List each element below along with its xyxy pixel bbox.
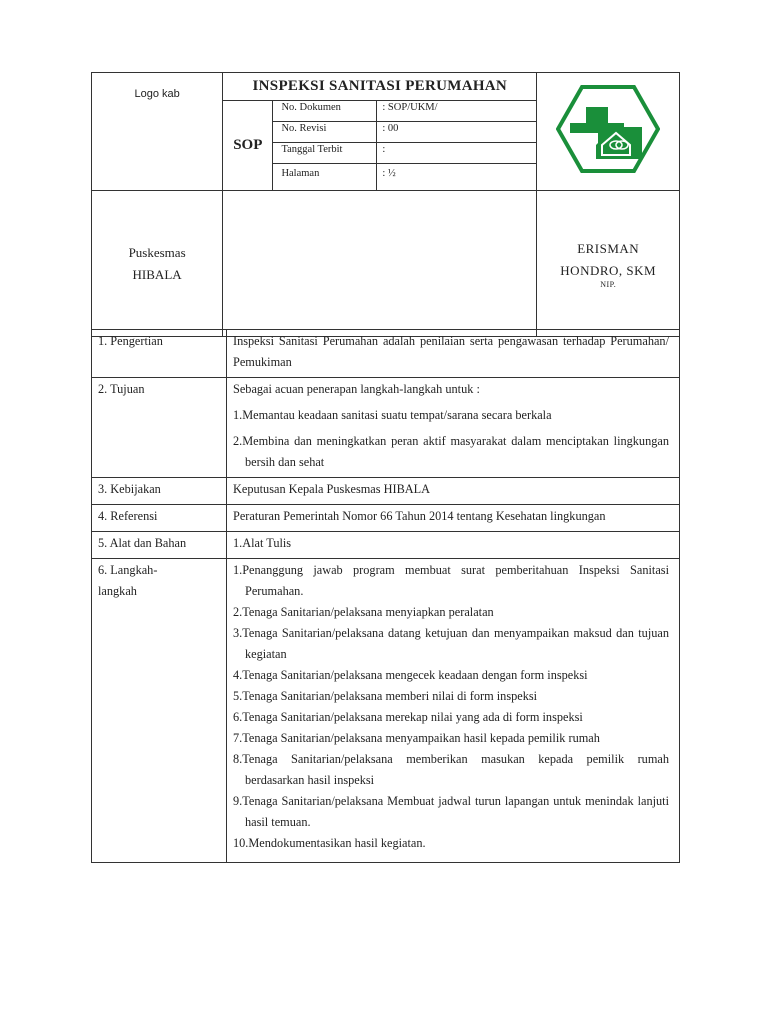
langkah-item: 6.Tenaga Sanitarian/pelaksana merekap nilai yang ada di form inspeksi <box>233 710 583 724</box>
puskesmas-name: HIBALA <box>132 266 182 282</box>
content-tujuan <box>227 378 680 478</box>
label-kebijakan: 3. Kebijakan <box>92 478 227 505</box>
content-alat-bahan <box>227 532 680 559</box>
signature-area <box>223 191 537 337</box>
sop-header-table <box>91 72 680 337</box>
kepala-name-line1: ERISMAN <box>577 240 640 256</box>
langkah-item: 9.Tenaga Sanitarian/pelaksana Membuat jadwal turun lapangan untuk menindak lanjuti hasil temuan. <box>233 794 669 829</box>
tujuan-item: 2.Membina dan meningkatkan peran aktif masyarakat dalam menciptakan lingkungan bersih dan sehat <box>233 434 669 469</box>
kepala-name-line2: HONDRO, SKM <box>560 262 657 278</box>
referensi-text: Peraturan Pemerintah Nomor 66 Tahun 2014 tentang Kesehatan lingkungan <box>233 509 606 523</box>
meta-value-halaman: : ½ <box>377 164 537 191</box>
meta-label-halaman: Halaman <box>273 164 377 191</box>
langkah-item: 5.Tenaga Sanitarian/pelaksana memberi nilai di form inspeksi <box>233 689 538 703</box>
langkah-item: 4.Tenaga Sanitarian/pelaksana mengecek keadaan dengan form inspeksi <box>233 668 588 682</box>
meta-label-no-revisi: No. Revisi <box>273 122 377 143</box>
row-langkah <box>92 559 680 863</box>
label-langkah <box>92 559 227 863</box>
row-kebijakan <box>92 478 680 505</box>
meta-label-tanggal-terbit: Tanggal Terbit <box>273 143 377 164</box>
meta-value-no-revisi: : 00 <box>377 122 537 143</box>
langkah-item: 2.Tenaga Sanitarian/pelaksana menyiapkan peralatan <box>233 605 494 619</box>
sop-label: SOP <box>223 101 273 191</box>
kepala-cell <box>537 191 680 337</box>
langkah-item: 7.Tenaga Sanitarian/pelaksana menyampaikan hasil kepada pemilik rumah <box>233 731 600 745</box>
kepala-nip: NIP. <box>600 279 617 289</box>
meta-label-no-dokumen: No. Dokumen <box>273 101 377 122</box>
content-pengertian <box>227 330 680 378</box>
puskesmas-name-cell <box>92 191 223 337</box>
row-pengertian <box>92 330 680 378</box>
content-referensi <box>227 505 680 532</box>
pengertian-text: Inspeksi Sanitasi Perumahan adalah penilaian serta pengawasan terhadap Perumahan/ Pemukiman <box>233 334 669 369</box>
meta-value-no-dokumen: : SOP/UKM/ <box>377 101 537 122</box>
sop-body-table <box>91 329 680 863</box>
logo-kab-placeholder: Logo kab <box>134 88 180 100</box>
document-title: INSPEKSI SANITASI PERUMAHAN <box>223 73 537 101</box>
puskesmas-logo-cell <box>537 73 680 191</box>
row-alat-bahan <box>92 532 680 559</box>
row-referensi <box>92 505 680 532</box>
row-tujuan <box>92 378 680 478</box>
langkah-item: 1.Penanggung jawab program membuat surat pemberitahuan Inspeksi Sanitasi Perumahan. <box>233 563 669 598</box>
label-langkah-line2: langkah <box>98 584 137 598</box>
label-pengertian: 1. Pengertian <box>92 330 227 378</box>
label-alat-bahan: 5. Alat dan Bahan <box>92 532 227 559</box>
langkah-item: 3.Tenaga Sanitarian/pelaksana datang ketujuan dan menyampaikan maksud dan tujuan kegiatan <box>233 626 669 661</box>
alat-item: 1.Alat Tulis <box>233 536 292 550</box>
content-langkah <box>227 559 680 863</box>
kebijakan-text: Keputusan Kepala Puskesmas HIBALA <box>233 482 431 496</box>
puskesmas-logo-icon <box>556 83 660 175</box>
meta-value-tanggal-terbit: : <box>377 143 537 164</box>
label-langkah-line1: 6. Langkah- <box>98 563 158 577</box>
langkah-item: 10.Mendokumentasikan hasil kegiatan. <box>233 836 426 850</box>
label-referensi: 4. Referensi <box>92 505 227 532</box>
tujuan-intro: Sebagai acuan penerapan langkah-langkah untuk : <box>233 382 480 396</box>
tujuan-item: 1.Memantau keadaan sanitasi suatu tempat/sarana secara berkala <box>233 408 552 422</box>
label-tujuan: 2. Tujuan <box>92 378 227 478</box>
content-kebijakan <box>227 478 680 505</box>
logo-kab-cell <box>92 73 223 191</box>
puskesmas-label: Puskesmas <box>128 244 186 260</box>
langkah-item: 8.Tenaga Sanitarian/pelaksana memberikan masukan kepada pemilik rumah berdasarkan hasil inspeksi <box>233 752 669 787</box>
